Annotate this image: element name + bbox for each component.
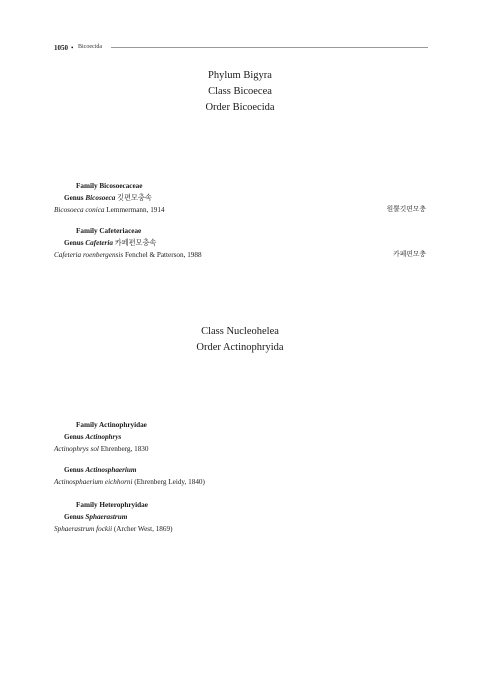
korean-name-cafeteria-roenbergensis: 카페편모충 [393, 251, 426, 258]
species-actinosphaerium-eichhorni: Actinosphaerium eichhorni (Ehrenberg Leidy, 1840) [54, 478, 205, 486]
class-heading: Class Bicoecea [208, 86, 272, 97]
species-bicosoeca-conica: Bicosoeca conica Lemmermann, 1914 [54, 206, 165, 214]
genus-bicosoeca: Genus Bicosoeca 깃편모충속 [64, 194, 152, 202]
section-name: Bicoecida [78, 44, 102, 50]
class-heading-2: Class Nucleohelea [201, 326, 279, 337]
order-heading-2: Order Actinophryida [196, 342, 284, 353]
family-bicosoecaceae: Family Bicosoecaceae [76, 182, 143, 190]
genus-cafeteria: Genus Cafeteria 카페편모충속 [64, 239, 157, 247]
species-cafeteria-roenbergensis: Cafeteria roenbergensis Fenchel & Patterson, 1988 [54, 251, 202, 259]
family-heterophryidae: Family Heterophryidae [76, 501, 148, 509]
genus-actinophrys: Genus Actinophrys [64, 433, 122, 441]
korean-name-bicosoeca-conica: 원뿔깃편모충 [386, 206, 426, 213]
header-rule [111, 47, 428, 48]
species-actinophrys-sol: Actinophrys sol Ehrenberg, 1830 [54, 445, 149, 453]
page-number: 1050 [54, 44, 68, 52]
family-actinophryidae: Family Actinophryidae [76, 421, 147, 429]
header-bullet: • [71, 44, 74, 52]
genus-sphaerastrum: Genus Sphaerastrum [64, 513, 128, 521]
order-heading: Order Bicoecida [205, 102, 275, 113]
family-cafeteriaceae: Family Cafeteriaceae [76, 227, 142, 235]
genus-actinosphaerium: Genus Actinosphaerium [64, 466, 137, 474]
phylum-heading: Phylum Bigyra [208, 70, 272, 81]
species-sphaerastrum-fockii: Sphaerastrum fockii (Archer West, 1869) [54, 525, 173, 533]
running-header [54, 44, 428, 56]
